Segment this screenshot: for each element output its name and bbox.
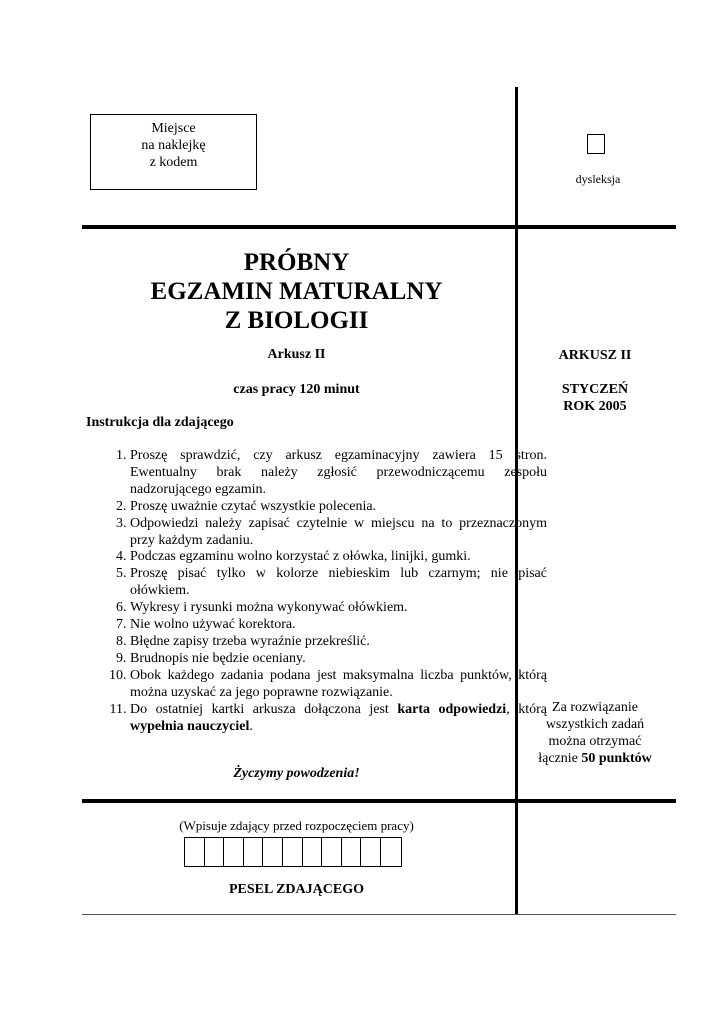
top-divider bbox=[82, 225, 676, 229]
score-line-2: wszystkich zadań bbox=[545, 717, 645, 732]
rule-item: 1. Proszę sprawdzić, czy arkusz egzaminacyjny zawiera 15 stron. Ewentualny brak należy zgłosić przewodniczącemu zespołu nadzorującego egzamin. bbox=[130, 448, 547, 499]
footer-line bbox=[82, 914, 676, 915]
sticker-box bbox=[90, 114, 257, 190]
rule-item: 6. Wykresy i rysunki można wykonywać ołówkiem. bbox=[130, 600, 547, 617]
score-line-3: można otrzymać bbox=[548, 734, 642, 749]
duration-label: czas pracy 120 minut bbox=[233, 382, 360, 397]
wish-text: Życzymy powodzenia! bbox=[233, 766, 360, 781]
sticker-line-3: z kodem bbox=[149, 155, 198, 170]
sheet-label: Arkusz II bbox=[267, 347, 326, 362]
side-sheet-label: ARKUSZ II bbox=[558, 348, 632, 363]
score-info bbox=[520, 699, 670, 767]
rule-item: 5. Proszę pisać tylko w kolorze niebieskim lub czarnym; nie pisać ołówkiem. bbox=[130, 566, 547, 600]
rule-item: 3. Odpowiedzi należy zapisać czytelnie w miejscu na to przeznaczonym przy każdym zadaniu. bbox=[130, 516, 547, 550]
pesel-cell[interactable] bbox=[322, 838, 342, 866]
side-year: ROK 2005 bbox=[563, 399, 627, 414]
bottom-divider bbox=[82, 799, 676, 803]
rule-item: 2. Proszę uważnie czytać wszystkie polecenia. bbox=[130, 499, 547, 516]
pesel-cell[interactable] bbox=[185, 838, 205, 866]
title-line-3: Z BIOLOGII bbox=[224, 307, 369, 334]
score-points: 50 punktów bbox=[581, 751, 652, 766]
pesel-cell[interactable] bbox=[244, 838, 264, 866]
side-month: STYCZEŃ bbox=[561, 382, 629, 397]
rule11-text-3: . bbox=[249, 718, 253, 734]
instruction-heading: Instrukcja dla zdającego bbox=[86, 415, 234, 430]
rule-item: 10. Obok każdego zadania podana jest maksymalna liczba punktów, którą można uzyskać za jego poprawne rozwiązanie. bbox=[130, 668, 547, 702]
dyslexia-checkbox[interactable] bbox=[587, 134, 605, 154]
score-prefix: łącznie bbox=[538, 751, 582, 766]
pesel-cell[interactable] bbox=[224, 838, 244, 866]
title-line-2: EGZAMIN MATURALNY bbox=[150, 278, 443, 305]
pesel-cell[interactable] bbox=[263, 838, 283, 866]
rule-item-11 bbox=[130, 702, 547, 736]
score-line-1: Za rozwiązanie bbox=[552, 700, 638, 715]
pesel-cell[interactable] bbox=[303, 838, 323, 866]
pesel-cell[interactable] bbox=[283, 838, 303, 866]
rule-item: 9. Brudnopis nie będzie oceniany. bbox=[130, 651, 547, 668]
pesel-cell[interactable] bbox=[381, 838, 401, 866]
dyslexia-label: dysleksja bbox=[575, 172, 621, 186]
rule-item: 7. Nie wolno używać korektora. bbox=[130, 617, 547, 634]
sticker-line-1: Miejsce bbox=[151, 121, 196, 136]
pesel-note: (Wpisuje zdający przed rozpoczęciem pracy) bbox=[179, 818, 414, 833]
score-line-4 bbox=[520, 750, 670, 767]
pesel-cell[interactable] bbox=[361, 838, 381, 866]
pesel-cell[interactable] bbox=[342, 838, 362, 866]
rule11-text-2: , którą bbox=[506, 701, 547, 717]
sticker-line-2: na naklejkę bbox=[141, 138, 206, 153]
title-line-1: PRÓBNY bbox=[243, 249, 350, 276]
rule11-bold-1: karta odpowiedzi bbox=[397, 701, 507, 717]
rule-item: 4. Podczas egzaminu wolno korzystać z ołówka, linijki, gumki. bbox=[130, 549, 547, 566]
pesel-label: PESEL ZDAJĄCEGO bbox=[229, 882, 364, 897]
pesel-grid bbox=[184, 837, 402, 867]
rule11-text-1: Do ostatniej kartki arkusza dołączona jest bbox=[130, 701, 398, 717]
rule11-bold-2: wypełnia nauczyciel bbox=[130, 718, 250, 734]
instruction-list bbox=[90, 448, 547, 735]
rule-item: 8. Błędne zapisy trzeba wyraźnie przekreślić. bbox=[130, 634, 547, 651]
pesel-cell[interactable] bbox=[205, 838, 225, 866]
